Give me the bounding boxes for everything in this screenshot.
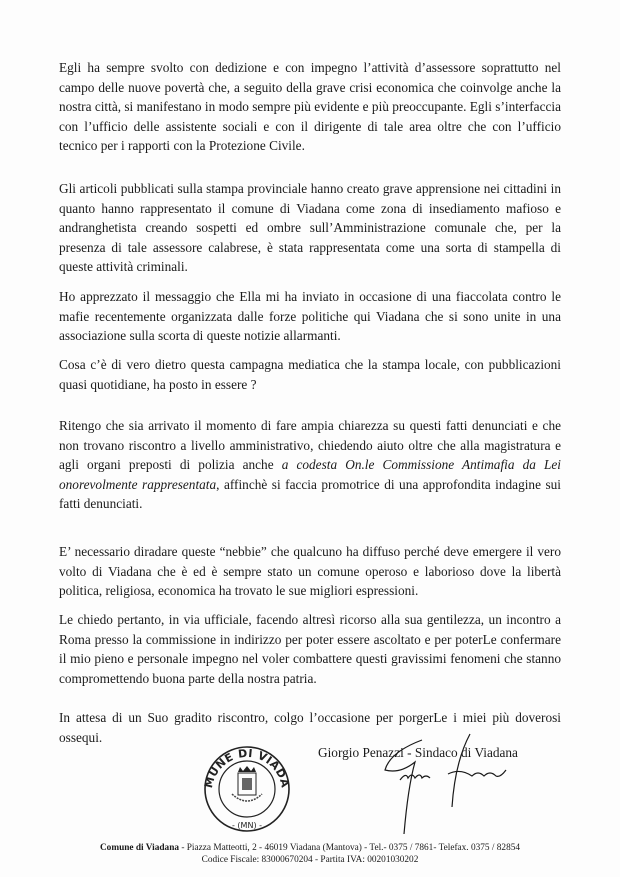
paragraph-text: Ritengo che sia arrivato il momento di fare ampia chiarezza su questi fatti denunciati e che non trovano riscontro a livello amministrativo, chiedendo aiuto oltre che alla magistratura e agli organi preposti di polizia anche [59, 418, 561, 473]
footer-org-name: Comune di Viadana [99, 843, 180, 853]
paragraph-true-face: E’ necessario diradare queste “nebbie” che qualcuno ha diffuso perché deve emergere il vero volto di Viadana che è ed è sempre stato un comune operoso e laborioso dove la libertà politica, religiosa, economica ha trovato le sue migliori espressioni. [59, 544, 561, 599]
footer-address-line: - Piazza Matteotti, 2 - 46019 Viadana (Mantova) - Tel.- 0375 / 7861- Telefax. 0375 / 82854 [179, 843, 521, 853]
commission-italic-text: a codesta On.le Commissione Antimafia da Lei onorevolmente rappresentata [59, 457, 561, 492]
signatory-name-title: Giorgio Penazzi - Sindaco di Viadana [318, 745, 518, 760]
paragraph-meeting-request: Le chiedo pertanto, in via ufficiale, facendo altresì ricorso alla sua gentilezza, un incontro a Roma presso la commissione in indirizzo per poter essere ascoltato e per poterLe confermare il mio pieno e personale impegno nel voler combattere questi gravissimi fenomeni che stanno compromettendo buona parte della nostra patria. [59, 612, 561, 686]
paragraph-press-articles: Gli articoli pubblicati sulla stampa provinciale hanno creato grave apprensione nei cittadini in quanto hanno rappresentato il comune di Viadana come zona di insediamento mafioso e andranghetista creando sospetti ed ombre sull’Amministrazione comunale che, per la presenza di tale assessore calabrese, è stata rappresentata come una sorta di stampella di queste attività criminali. [59, 181, 561, 275]
svg-text:COMUNE DI VIADANA: MUNE DI VIADA [202, 746, 292, 790]
paragraph-torchlight-march: Ho apprezzato il messaggio che Ella mi ha inviato in occasione di una fiaccolata contro le mafie recentemente organizzata dalle forze politiche qui Viadana che si sono unite in una associazione sulla scorta di queste notizie allarmanti. [59, 289, 561, 344]
svg-text:- (MN) -: - (MN) - [232, 821, 262, 830]
footer-address [0, 842, 620, 854]
paragraph-request-investigation [59, 416, 561, 514]
paragraph-media-campaign: Cosa c’è di vero dietro questa campagna mediatica che la stampa locale, con pubblicazioni quasi quotidiane, ha posto in essere ? [59, 357, 561, 392]
paragraph-closing: In attesa di un Suo gradito riscontro, colgo l’occasione per porgerLe i miei più doverosi ossequi. [59, 710, 561, 745]
paragraph-assessore-role: Egli ha sempre svolto con dedizione e con impegno l’attività d’assessore soprattutto nel campo delle nuove povertà che, a seguito della grave crisi economica che coinvolge anche la nostra città, si manifestano in modo sempre più evidente e più preoccupante. Egli s’interfaccia con l’ufficio delle assistente sociali e con il dirigente di tale area oltre che con l’ufficio tecnico per i rapporti con la Protezione Civile. [59, 60, 561, 154]
footer-fiscal-codes: Codice Fiscale: 83000670204 - Partita IVA: 00201030202 [201, 855, 419, 865]
stamp-seal-icon [198, 742, 296, 834]
paragraph-text: , affinchè si faccia promotrice di una approfondita indagine sui fatti denunciati. [59, 476, 561, 512]
municipal-stamp [198, 742, 296, 834]
